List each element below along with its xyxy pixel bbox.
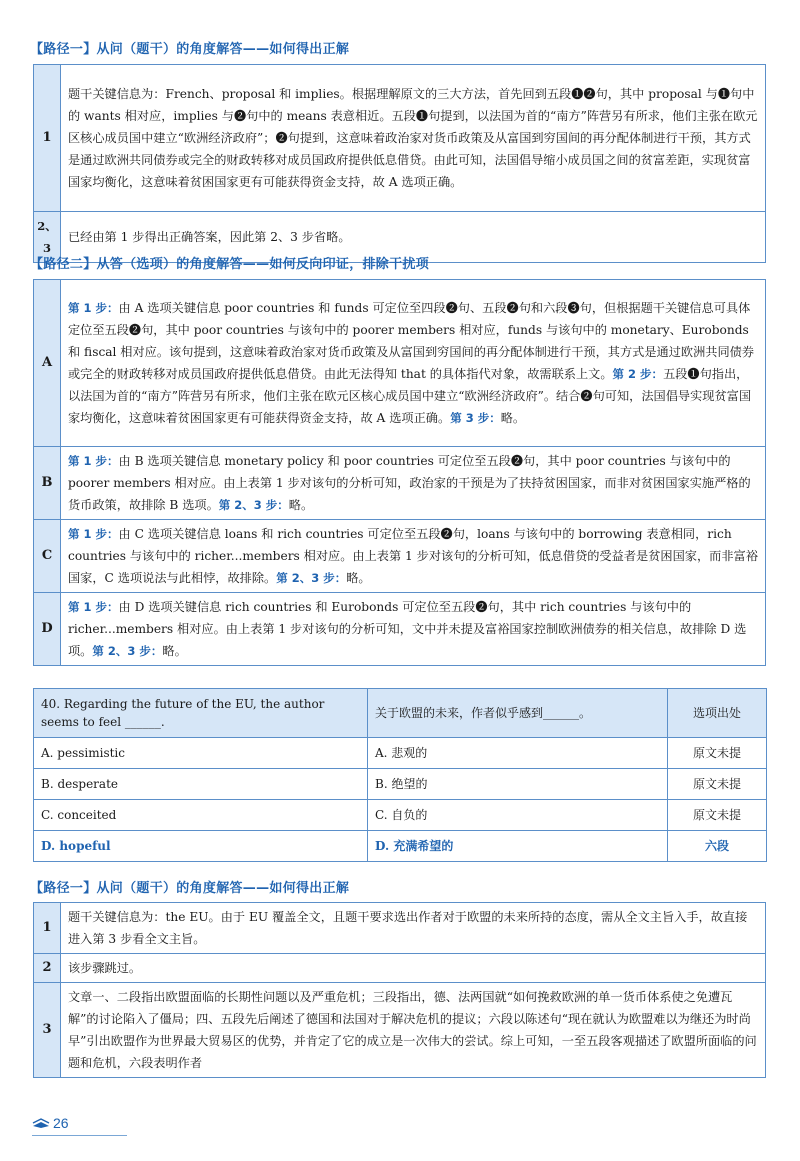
step-marker: 第 2、3 步： — [92, 644, 163, 658]
option-en: C. conceited — [34, 800, 368, 831]
option-analysis — [61, 280, 766, 447]
option-source: 原文未提 — [668, 769, 767, 800]
table-row — [34, 800, 767, 831]
step-label: 2 — [34, 954, 61, 983]
footer-rule — [32, 1135, 127, 1136]
step-marker: 第 2 步： — [612, 367, 664, 381]
table-row — [34, 831, 767, 862]
option-label: D — [34, 593, 61, 666]
step-marker: 第 2、3 步： — [218, 498, 289, 512]
step-text: 题干关键信息为：the EU。由于 EU 覆盖全文，且题干要求选出作者对于欧盟的未来所持的态度，需从全文主旨入手，故直接进入第 3 步看全文主旨。 — [61, 903, 766, 954]
option-label: B — [34, 447, 61, 520]
step-marker: 第 2、3 步： — [276, 571, 347, 585]
analysis-text: 由 B 选项关键信息 monetary policy 和 poor countries 可定位至五段❷句，其中 poor countries 与该句中的 poorer members 相对应。由上表第 1 步对该句的分析可知，政治家的干预是为了扶持贫困国家，而非对贫困国家实施严格的货币政策，故排除 B 选项。 — [68, 454, 751, 512]
table-row — [34, 769, 767, 800]
option-en: D. hopeful — [34, 831, 368, 862]
analysis-text: 五段❶句指出，以法国为首的“南方”阵营另有所求，他们主张在欧元区核心成员国中建立“欧洲经济政府”。结合❷句可知，法国倡导实现贫富国家均衡化，这意味着贫困国家更有可能获得资金支持，故 A 选项正确。 — [68, 367, 752, 425]
step-marker: 第 1 步： — [68, 527, 119, 541]
question-zh: 关于欧盟的未来，作者似乎感到______。 — [368, 689, 668, 738]
option-zh: B. 绝望的 — [368, 769, 668, 800]
page-footer — [32, 1115, 69, 1131]
step-text: 题干关键信息为：French、proposal 和 implies。根据理解原文的三大方法，首先回到五段❶❷句，其中 proposal 与❶句中的 wants 相对应，implies 与❷句中的 means 表意相近。五段❶句提到，以法国为首的“南方”阵营另有所求，他们主张在欧元区核心成员国中建立“欧洲经济政府”；❷句提到，这意味着政治家对货币政策及从富国到穷国间的再分配体制进行干预，其方式是通过欧洲共同债券或完全的财政转移对成员国政府提供低息借贷。由此可知，法国倡导缩小成员国之间的贫富差距，实现贫富国家均衡化，这意味着贫困国家更有可能获得资金支持，故 A 选项正确。 — [61, 65, 766, 212]
step-marker: 第 1 步： — [68, 600, 119, 614]
analysis-text: 由 A 选项关键信息 poor countries 和 funds 可定位至四段❷句、五段❷句和六段❸句，但根据题干关键信息可具体定位至五段❷句，其中 poor countries 与该句中的 poorer members 相对应，funds 与该句中的 monetary、Eurobonds 和 fiscal 相对应。该句提到，这意味着政治家对货币政策及从富国到穷国间的再分配体制进行干预，其方式是通过欧洲共同债券或完全的财政转移对成员国政府提供低息借贷。由此无法得知 that 的具体指代对象，故需联系上文。 — [68, 301, 755, 381]
table-row — [34, 520, 766, 593]
table-row — [34, 689, 767, 738]
table-row — [34, 280, 766, 447]
table-row — [34, 738, 767, 769]
step-marker: 第 3 步： — [450, 411, 501, 425]
analysis-text: 略。 — [162, 644, 187, 658]
table-row — [34, 593, 766, 666]
step-text: 该步骤跳过。 — [61, 954, 766, 983]
table-row — [34, 954, 766, 983]
option-label: C — [34, 520, 61, 593]
option-source: 原文未提 — [668, 800, 767, 831]
path1-q40-table — [33, 902, 766, 1078]
step-label: 1 — [34, 65, 61, 212]
table-row — [34, 447, 766, 520]
option-en: B. desperate — [34, 769, 368, 800]
step-label: 3 — [34, 983, 61, 1078]
option-analysis — [61, 520, 766, 593]
section-title-path1: 【路径一】从问（题干）的角度解答——如何得出正解 — [30, 42, 350, 57]
question-en: 40. Regarding the future of the EU, the author seems to feel ______. — [34, 689, 368, 738]
option-analysis — [61, 447, 766, 520]
analysis-text: 略。 — [500, 411, 526, 425]
book-icon — [32, 1117, 50, 1129]
page-number: 26 — [53, 1115, 69, 1131]
option-zh: A. 悲观的 — [368, 738, 668, 769]
analysis-text: 由 D 选项关键信息 rich countries 和 Eurobonds 可定位至五段❷句，其中 rich countries 与该句中的 richer...members 相对应。由上表第 1 步对该句的分析可知，文中并未提及富裕国家控制欧洲债券的相关信息，故排除 D 选项。 — [68, 600, 747, 658]
step-marker: 第 1 步： — [68, 301, 119, 315]
table-row — [34, 65, 766, 212]
option-source: 原文未提 — [668, 738, 767, 769]
table-row — [34, 983, 766, 1078]
step-text: 已经由第 1 步得出正确答案，因此第 2、3 步省略。 — [61, 212, 766, 263]
step-label: 2、3 — [34, 212, 61, 263]
step-marker: 第 1 步： — [68, 454, 119, 468]
analysis-text: 由 C 选项关键信息 loans 和 rich countries 可定位至五段❷句，loans 与该句中的 borrowing 表意相同，rich countries 与该句中的 richer...members 相对应。由上表第 1 步对该句的分析可知，低息借贷的受益者是贫困国家，而非富裕国家，C 选项说法与此相悖，故排除。 — [68, 527, 758, 585]
path1-table — [33, 64, 766, 263]
analysis-text: 略。 — [346, 571, 371, 585]
table-row — [34, 903, 766, 954]
option-zh: C. 自负的 — [368, 800, 668, 831]
option-label: A — [34, 280, 61, 447]
section-title-path2: 【路径二】从答（选项）的角度解答——如何反向印证，排除干扰项 — [30, 257, 430, 272]
option-analysis — [61, 593, 766, 666]
question-table — [33, 688, 767, 862]
option-source: 六段 — [668, 831, 767, 862]
option-zh: D. 充满希望的 — [368, 831, 668, 862]
option-en: A. pessimistic — [34, 738, 368, 769]
source-header: 选项出处 — [668, 689, 767, 738]
step-text: 文章一、二段指出欧盟面临的长期性问题以及严重危机；三段指出，德、法两国就“如何挽救欧洲的单一货币体系使之免遭瓦解”的讨论陷入了僵局；四、五段先后阐述了德国和法国对于解决危机的提议；六段以陈述句“现在就认为欧盟难以为继还为时尚早”引出欧盟作为世界最大贸易区的优势，并肯定了它的成立是一次伟大的尝试。综上可知，一至五段客观描述了欧盟所面临的问题和危机，六段表明作者 — [61, 983, 766, 1078]
analysis-text: 略。 — [288, 498, 314, 512]
section-title-path1-q40: 【路径一】从问（题干）的角度解答——如何得出正解 — [30, 881, 350, 896]
path2-table — [33, 279, 766, 666]
step-label: 1 — [34, 903, 61, 954]
